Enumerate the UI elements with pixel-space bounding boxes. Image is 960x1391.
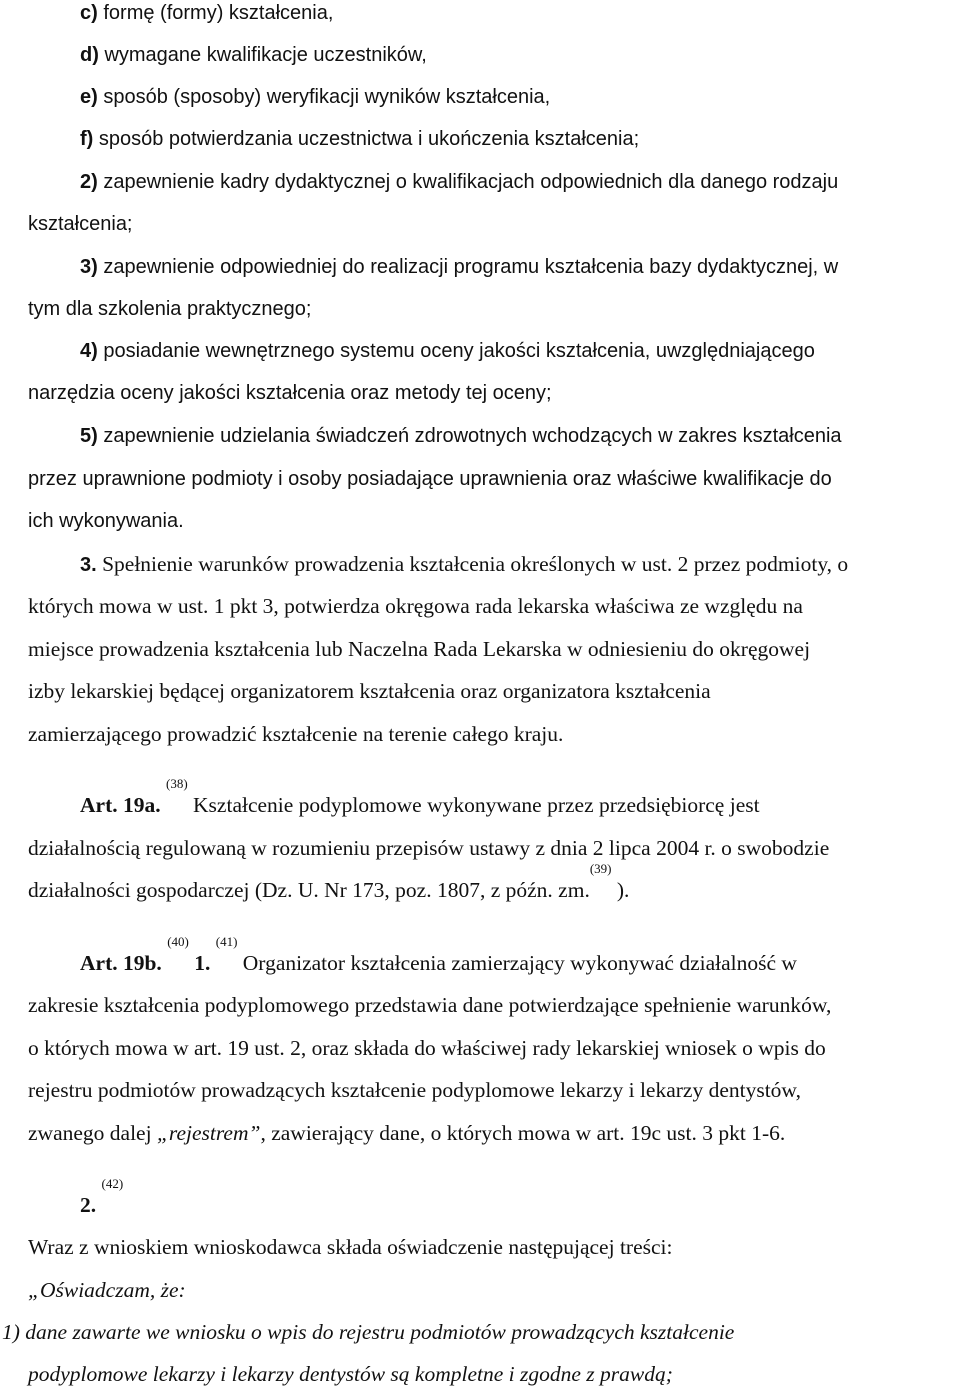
footnote-ref: (38)	[165, 776, 188, 791]
item-4-line-2: narzędzia oceny jakości kształcenia oraz metody tej oceny;	[28, 382, 552, 404]
ust-2-line-1: Wraz z wnioskiem wnioskodawca składa oświadczenie następującej treści:	[28, 1235, 673, 1259]
ust-3-line-5: zamierzającego prowadzić kształcenie na terenie całego kraju.	[28, 722, 564, 746]
ust-2-heading: 2. $^{(42)}$	[80, 1176, 124, 1217]
item-5-line-3: ich wykonywania.	[28, 510, 184, 532]
declaration-item-1-line-2: podyplomowe lekarzy i lekarzy dentystów są kompletne i zgodne z prawdą;	[28, 1362, 673, 1386]
art-19b-heading: Art. 19b.	[80, 951, 162, 975]
ust-3-line-2: których mowa w ust. 1 pkt 3, potwierdza okręgowa rada lekarska właściwa ze względu na	[28, 594, 803, 618]
declaration-heading: „Oświadczam, że:	[28, 1278, 186, 1302]
footnote-ref: (42)	[101, 1176, 124, 1191]
ust-3-line-1: 3. Spełnienie warunków prowadzenia kształcenia określonych w ust. 2 przez podmioty, o	[80, 552, 849, 576]
item-5-line-2: przez uprawnione podmioty i osoby posiadające uprawnienia oraz właściwe kwalifikacje do	[28, 468, 832, 490]
declaration-item-1-line-1: 1) dane zawarte we wniosku o wpis do rejestru podmiotów prowadzących kształcenie	[2, 1320, 735, 1344]
art-19b-line-5: zwanego dalej „rejestrem”, zawierający dane, o których mowa w art. 19c ust. 3 pkt 1-6.	[28, 1121, 786, 1145]
art-19a-line-3: działalności gospodarczej (Dz. U. Nr 173, poz. 1807, z późn. zm.$^{(39)}$ ).	[28, 861, 630, 902]
item-2-line-2: kształcenia;	[28, 213, 133, 235]
art-19b-line-2: zakresie kształcenia podyplomowego przedstawia dane potwierdzające spełnienie warunków,	[28, 993, 832, 1017]
item-3-line-1: 3) zapewnienie odpowiedniej do realizacji programu kształcenia bazy dydaktycznej, w	[80, 256, 839, 278]
item-4-line-1: 4) posiadanie wewnętrznego systemu oceny jakości kształcenia, uwzględniającego	[80, 340, 815, 362]
item-2-line-1: 2) zapewnienie kadry dydaktycznej o kwalifikacjach odpowiednich dla danego rodzaju	[80, 171, 839, 193]
footnote-ref: (41)	[215, 934, 238, 949]
art-19b-line-3: o których mowa w art. 19 ust. 2, oraz składa do właściwej rady lekarskiej wniosek o wpis do	[28, 1036, 826, 1060]
art-19b-line-1: Art. 19b. $^{(40)}$ 1. $^{(41)}$ Organizator kształcenia zamierzający wykonywać działalność w	[80, 934, 797, 975]
point-e: e) sposób (sposoby) weryfikacji wyników kształcenia,	[80, 86, 551, 108]
point-f: f) sposób potwierdzania uczestnictwa i ukończenia kształcenia;	[80, 128, 640, 150]
ust-3-line-3: miejsce prowadzenia kształcenia lub Naczelna Rada Lekarska w odniesieniu do okręgowej	[28, 637, 811, 661]
art-19a-line-2: działalnością regulowaną w rozumieniu przepisów ustawy z dnia 2 lipca 2004 r. o swobodzie	[28, 836, 830, 860]
ust-3-line-4: izby lekarskiej będącej organizatorem kształcenia oraz organizatora kształcenia	[28, 679, 711, 703]
point-d: d) wymagane kwalifikacje uczestników,	[80, 44, 427, 66]
point-c: c) formę (formy) kształcenia,	[80, 2, 334, 24]
item-5-line-1: 5) zapewnienie udzielania świadczeń zdrowotnych wchodzących w zakres kształcenia	[80, 425, 842, 447]
art-19a-heading: Art. 19a.	[80, 793, 161, 817]
footnote-ref: (39)	[589, 861, 612, 876]
footnote-ref: (40)	[167, 934, 189, 949]
art-19b-line-4: rejestru podmiotów prowadzących kształcenie podyplomowe lekarzy i lekarzy dentystów,	[28, 1078, 801, 1102]
item-3-line-2: tym dla szkolenia praktycznego;	[28, 298, 312, 320]
art-19a-line-1: Art. 19a. $^{(38)}$ Kształcenie podyplomowe wykonywane przez przedsiębiorcę jest	[80, 776, 760, 817]
